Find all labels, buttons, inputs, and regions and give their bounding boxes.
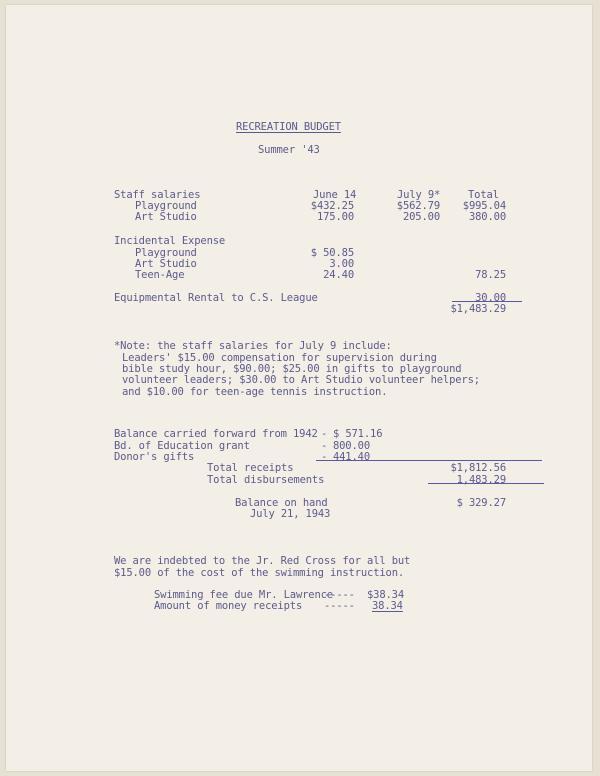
total-receipts: $1,812.56 <box>450 462 506 474</box>
footer-line: We are indebted to the Jr. Red Cross for all but <box>114 555 411 567</box>
salary-row-total: $995.04 <box>462 200 506 212</box>
salary-row-label: Playground <box>135 200 197 212</box>
money-receipts-dashes: ----- <box>324 600 355 612</box>
incidental-row-label: Art Studio <box>135 258 197 270</box>
receipt-dash: - <box>321 440 328 452</box>
col-total-header: Total <box>468 189 499 201</box>
receipt-amount: $ 571.16 <box>333 428 383 440</box>
incidental-row-amount: $ 50.85 <box>310 247 354 259</box>
total-disbursements-label: Total disbursements <box>207 474 325 486</box>
salary-row-june: $432.25 <box>310 200 354 212</box>
sum-rule <box>428 483 544 484</box>
receipt-label: Bd. of Education grant <box>114 440 250 452</box>
incidental-row-label: Playground <box>135 247 197 259</box>
fee-amount: $38.34 <box>367 589 405 601</box>
total-disbursements: 1,483.29 <box>456 474 506 486</box>
money-receipts-amount: 38.34 <box>372 600 403 612</box>
salary-row-june: 175.00 <box>316 211 354 223</box>
incidental-row-label: Teen-Age <box>135 269 185 281</box>
expense-grand-total: $1,483.29 <box>450 303 506 315</box>
note-line: and $10.00 for teen-age tennis instruction. <box>122 386 388 398</box>
fee-dashes: ----- <box>324 589 355 601</box>
rental-label: Equipmental Rental to C.S. League <box>114 292 318 304</box>
note-line: volunteer leaders; $30.00 to Art Studio volunteer helpers; <box>122 374 480 386</box>
page-subtitle: Summer '43 <box>258 144 320 156</box>
receipt-dash: - <box>321 428 328 440</box>
col-june-header: June 14 <box>313 189 357 201</box>
rental-total: 30.00 <box>475 292 506 304</box>
salary-row-july: $562.79 <box>396 200 440 212</box>
note-line: Leaders' $15.00 compensation for supervision during <box>122 352 437 364</box>
note-line: *Note: the staff salaries for July 9 include: <box>114 340 392 352</box>
page-title: RECREATION BUDGET <box>236 121 341 133</box>
salary-row-label: Art Studio <box>135 211 197 223</box>
receipt-dash: - <box>321 451 328 463</box>
balance-date: July 21, 1943 <box>250 508 331 520</box>
incidental-heading: Incidental Expense <box>114 235 226 247</box>
salary-row-total: 380.00 <box>468 211 506 223</box>
balance-label: Balance on hand <box>235 497 328 509</box>
receipt-label: Balance carried forward from 1942 <box>114 428 318 440</box>
receipt-amount: 441.40 <box>332 451 370 463</box>
footer-line: $15.00 of the cost of the swimming instruction. <box>114 567 405 579</box>
incidental-total: 78.25 <box>475 269 506 281</box>
col-july-header: July 9* <box>397 189 441 201</box>
fee-label: Swimming fee due Mr. Lawrence <box>154 589 333 601</box>
sum-rule <box>316 460 542 461</box>
salaries-heading: Staff salaries <box>114 189 201 201</box>
incidental-row-amount: 24.40 <box>323 269 354 281</box>
receipt-amount: 800.00 <box>332 440 370 452</box>
total-receipts-label: Total receipts <box>207 462 294 474</box>
receipt-label: Donor's gifts <box>114 451 195 463</box>
sum-rule <box>452 301 522 302</box>
incidental-row-amount: 3.00 <box>329 258 354 270</box>
balance-on-hand: $ 329.27 <box>456 497 506 509</box>
salary-row-july: 205.00 <box>402 211 440 223</box>
note-line: bible study hour, $90.00; $25.00 in gifts to playground <box>122 363 462 375</box>
money-receipts-label: Amount of money receipts <box>154 600 303 612</box>
